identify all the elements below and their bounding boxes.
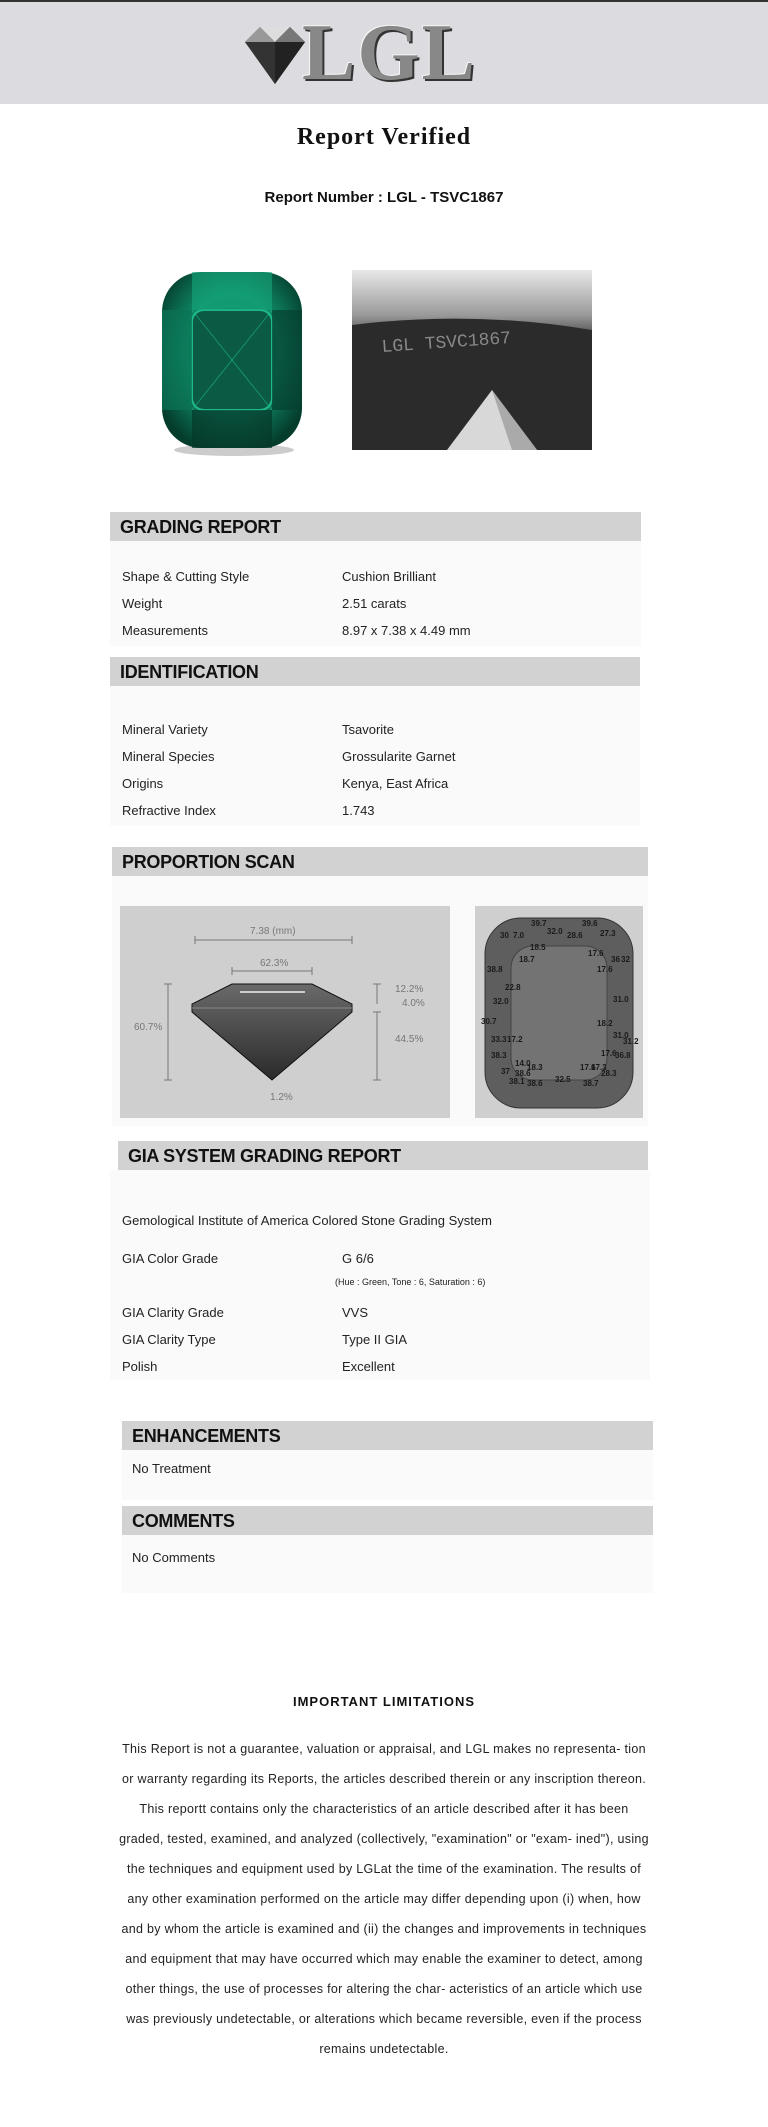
facet-value-label: 38.1 (509, 1077, 525, 1086)
row-value: Kenya, East Africa (342, 776, 449, 791)
enhancements-text: No Treatment (132, 1461, 211, 1476)
facet-value-label: 37 (501, 1067, 510, 1076)
grading-report-panel (110, 541, 641, 646)
facet-value-label: 32 (621, 955, 630, 964)
facet-value-label: 28.3 (601, 1069, 617, 1078)
facet-value-label: 36 (611, 955, 620, 964)
total-depth-label: 60.7% (134, 1022, 163, 1033)
inscription-text: LGL TSVC1867 (381, 328, 512, 358)
facet-value-label: 32.0 (547, 927, 563, 936)
facet-value-label: 38.8 (487, 965, 503, 974)
row-value: G 6/6 (342, 1251, 374, 1266)
row-label: GIA Clarity Type (122, 1332, 216, 1347)
identification-panel (110, 686, 640, 826)
facet-value-label: 30.7 (481, 1017, 497, 1026)
row-label: GIA Color Grade (122, 1251, 219, 1266)
facet-value-label: 38.7 (583, 1079, 599, 1088)
facet-value-label: 18.5 (530, 943, 546, 952)
facet-value-label: 32.5 (555, 1075, 571, 1084)
facet-value-label: 38.3 (491, 1051, 507, 1060)
facet-value-label: 39.7 (531, 919, 547, 928)
pavilion-depth-label: 44.5% (395, 1034, 424, 1045)
row-label: Mineral Species (122, 749, 215, 764)
site-header (0, 2, 768, 104)
row-label: GIA Clarity Grade (122, 1305, 224, 1320)
crown-height-label: 12.2% (395, 984, 424, 995)
facet-value-label: 14.0 (515, 1059, 531, 1068)
facet-value-label: 17.3 (591, 1063, 607, 1072)
identification-heading: IDENTIFICATION (110, 657, 640, 686)
row-value: Grossularite Garnet (342, 749, 456, 764)
row-value: Cushion Brilliant (342, 569, 436, 584)
row-label: Refractive Index (122, 803, 216, 818)
row-value: Tsavorite (342, 722, 395, 737)
color-grade-note: (Hue : Green, Tone : 6, Saturation : 6) (335, 1277, 486, 1287)
gia-subtitle: Gemological Institute of America Colored Stone Grading System (122, 1213, 492, 1228)
facet-value-label: 36.8 (615, 1051, 631, 1060)
facet-value-label: 18.2 (597, 1019, 613, 1028)
facet-value-label: 17.6 (580, 1063, 596, 1072)
facet-value-label: 33.3 (491, 1035, 507, 1044)
logo-text: LGL (302, 9, 477, 97)
enhancements-heading: ENHANCEMENTS (122, 1421, 653, 1450)
page-title: Report Verified (296, 124, 472, 150)
row-value: Type II GIA (342, 1332, 408, 1347)
gia-heading: GIA SYSTEM GRADING REPORT (118, 1141, 648, 1170)
facet-value-label: 17.6 (588, 949, 604, 958)
facet-value-label: 31.0 (613, 1031, 629, 1040)
facet-value-label: 18.3 (527, 1063, 543, 1072)
girdle-label: 4.0% (402, 998, 425, 1009)
row-value: VVS (342, 1305, 369, 1320)
facet-value-label: 27.3 (600, 929, 616, 938)
facet-value-label: 17.6 (597, 965, 613, 974)
facet-value-label: 32.0 (493, 997, 509, 1006)
width-label: 7.38 (mm) (250, 926, 296, 937)
table-label: 62.3% (260, 958, 289, 969)
facet-value-label: 38.6 (515, 1069, 531, 1078)
comments-panel (122, 1535, 653, 1593)
report-number: Report Number : LGL - TSVC1867 (264, 189, 504, 206)
gia-panel (110, 1170, 650, 1380)
facet-value-label: 30 (500, 931, 509, 940)
proportion-scan-heading: PROPORTION SCAN (112, 847, 648, 876)
row-value: 2.51 carats (342, 596, 407, 611)
lgl-logo[interactable] (235, 9, 485, 97)
inscription-photo (352, 270, 592, 450)
limitations-heading: IMPORTANT LIMITATIONS (292, 1694, 476, 1709)
facet-value-label: 28.6 (567, 931, 583, 940)
grading-report-heading: GRADING REPORT (110, 512, 641, 541)
profile-diagram (120, 906, 450, 1118)
facet-value-label: 39.6 (582, 919, 598, 928)
facet-value-label: 31.0 (613, 995, 629, 1004)
row-label: Measurements (122, 623, 208, 638)
row-value: 8.97 x 7.38 x 4.49 mm (342, 623, 471, 638)
comments-heading: COMMENTS (122, 1506, 653, 1535)
facet-value-label: 18.7 (519, 955, 535, 964)
culet-label: 1.2% (270, 1092, 293, 1103)
row-label: Origins (122, 776, 164, 791)
facet-value-label: 17.2 (507, 1035, 523, 1044)
facet-value-label: 31.2 (623, 1037, 639, 1046)
diamond-icon (235, 22, 310, 92)
gemstone-photo (134, 270, 324, 460)
row-value: 1.743 (342, 803, 375, 818)
row-label: Polish (122, 1359, 158, 1374)
facet-value-label: 22.8 (505, 983, 521, 992)
row-value: Excellent (342, 1359, 395, 1374)
limitations-text: This Report is not a guarantee, valuation or appraisal, and LGL makes no representa- tion or warranty regarding its Reports, the articles described therein or any inscription thereon. This reportt contains only the characteristics of an article described after it has been graded, tested, examined, and analyzed (collectively, "examination" or "exam- ined"), using the techniques and equipment used by LGLat the time of the examination. The results of any other examination performed on the article may differ depending upon (i) when, how and by whom the article is examined and (ii) the changes and improvements in techniques and equipment that may have occurred which may enable the examiner to detect, among other things, the use of processes for altering the char- acteristics of an article which use was previously undetectable, or alterations which became reversible, even if the process remains undetectable. (119, 1742, 649, 2056)
row-label: Shape & Cutting Style (122, 569, 250, 584)
facet-value-label: 17.6 (601, 1049, 617, 1058)
comments-text: No Comments (132, 1550, 216, 1565)
enhancements-panel (122, 1450, 653, 1500)
facet-value-label: 7.0 (513, 931, 525, 940)
top-view-diagram (475, 906, 643, 1118)
row-label: Mineral Variety (122, 722, 208, 737)
row-label: Weight (122, 596, 163, 611)
facet-value-label: 38.6 (527, 1079, 543, 1088)
